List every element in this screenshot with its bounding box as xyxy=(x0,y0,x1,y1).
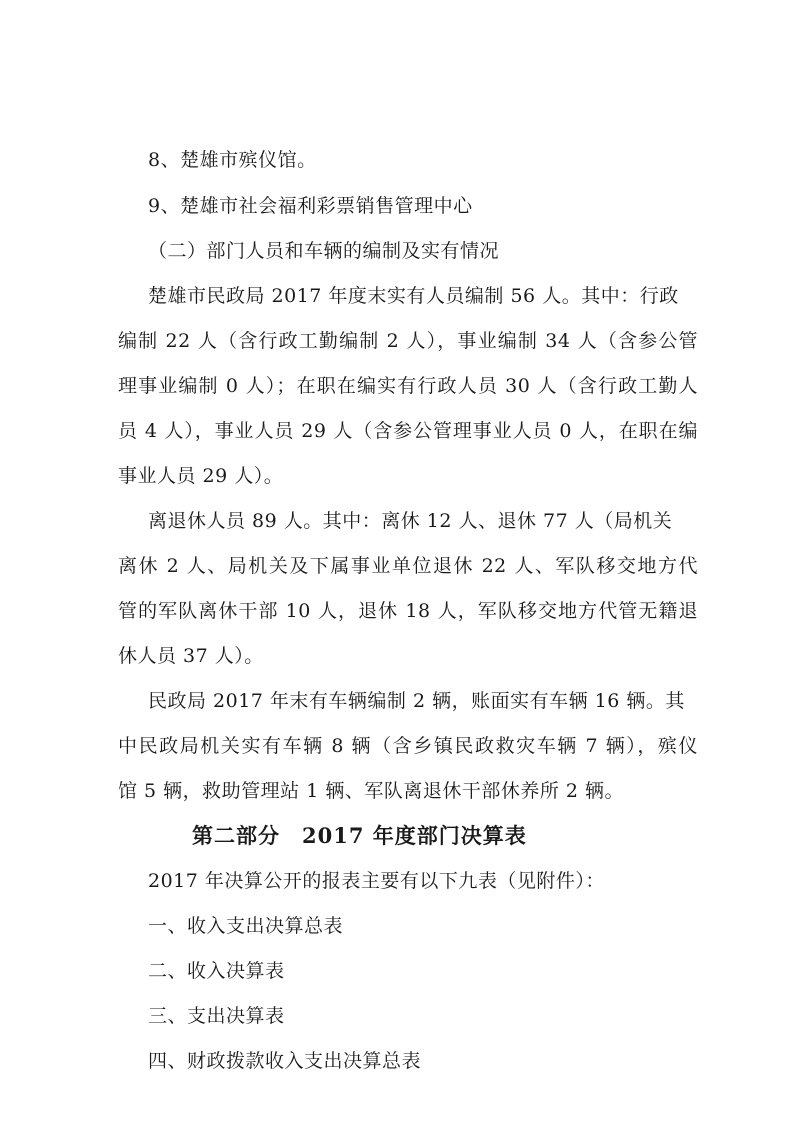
staff-paragraph-line-2: 编制 22 人（含行政工勤编制 2 人），事业编制 34 人（含参公管 xyxy=(118,330,698,352)
staff-paragraph-line-1: 楚雄市民政局 2017 年度末实有人员编制 56 人。其中：行政 xyxy=(148,285,679,307)
staff-paragraph-line-4: 员 4 人），事业人员 29 人（含参公管理事业人员 0 人，在职在编 xyxy=(118,420,698,442)
table-list-item-4: 四、财政拨款收入支出决算总表 xyxy=(148,1050,422,1072)
vehicles-paragraph-line-3: 馆 5 辆，救助管理站 1 辆、军队离退休干部休养所 2 辆。 xyxy=(118,780,625,802)
vehicles-paragraph-line-2: 中民政局机关实有车辆 8 辆（含乡镇民政救灾车辆 7 辆），殡仪 xyxy=(118,735,698,757)
retired-paragraph-line-1: 离退休人员 89 人。其中：离休 12 人、退休 77 人（局机关 xyxy=(148,510,673,532)
list-item-9: 9、楚雄市社会福利彩票销售管理中心 xyxy=(148,195,473,217)
table-list-item-2: 二、收入决算表 xyxy=(148,960,285,982)
retired-paragraph-line-3: 管的军队离休干部 10 人，退休 18 人，军队移交地方代管无籍退 xyxy=(118,600,698,622)
table-list-item-3: 三、支出决算表 xyxy=(148,1005,285,1027)
vehicles-paragraph-line-1: 民政局 2017 年末有车辆编制 2 辆，账面实有车辆 16 辆。其 xyxy=(148,690,685,712)
staff-paragraph-line-5: 事业人员 29 人）。 xyxy=(118,465,284,487)
part-two-heading: 第二部分 2017 年度部门决算表 xyxy=(192,823,527,848)
retired-paragraph-line-4: 休人员 37 人）。 xyxy=(118,645,264,667)
staff-paragraph-line-3: 理事业编制 0 人）；在职在编实有行政人员 30 人（含行政工勤人 xyxy=(118,375,698,397)
table-list-item-1: 一、收入支出决算总表 xyxy=(148,915,344,937)
intro-line: 2017 年决算公开的报表主要有以下九表（见附件）： xyxy=(148,870,605,892)
retired-paragraph-line-2: 离休 2 人、局机关及下属事业单位退休 22 人、军队移交地方代 xyxy=(118,555,698,577)
list-item-8: 8、楚雄市殡仪馆。 xyxy=(148,149,317,171)
section-heading: （二）部门人员和车辆的编制及实有情况 xyxy=(148,240,500,262)
